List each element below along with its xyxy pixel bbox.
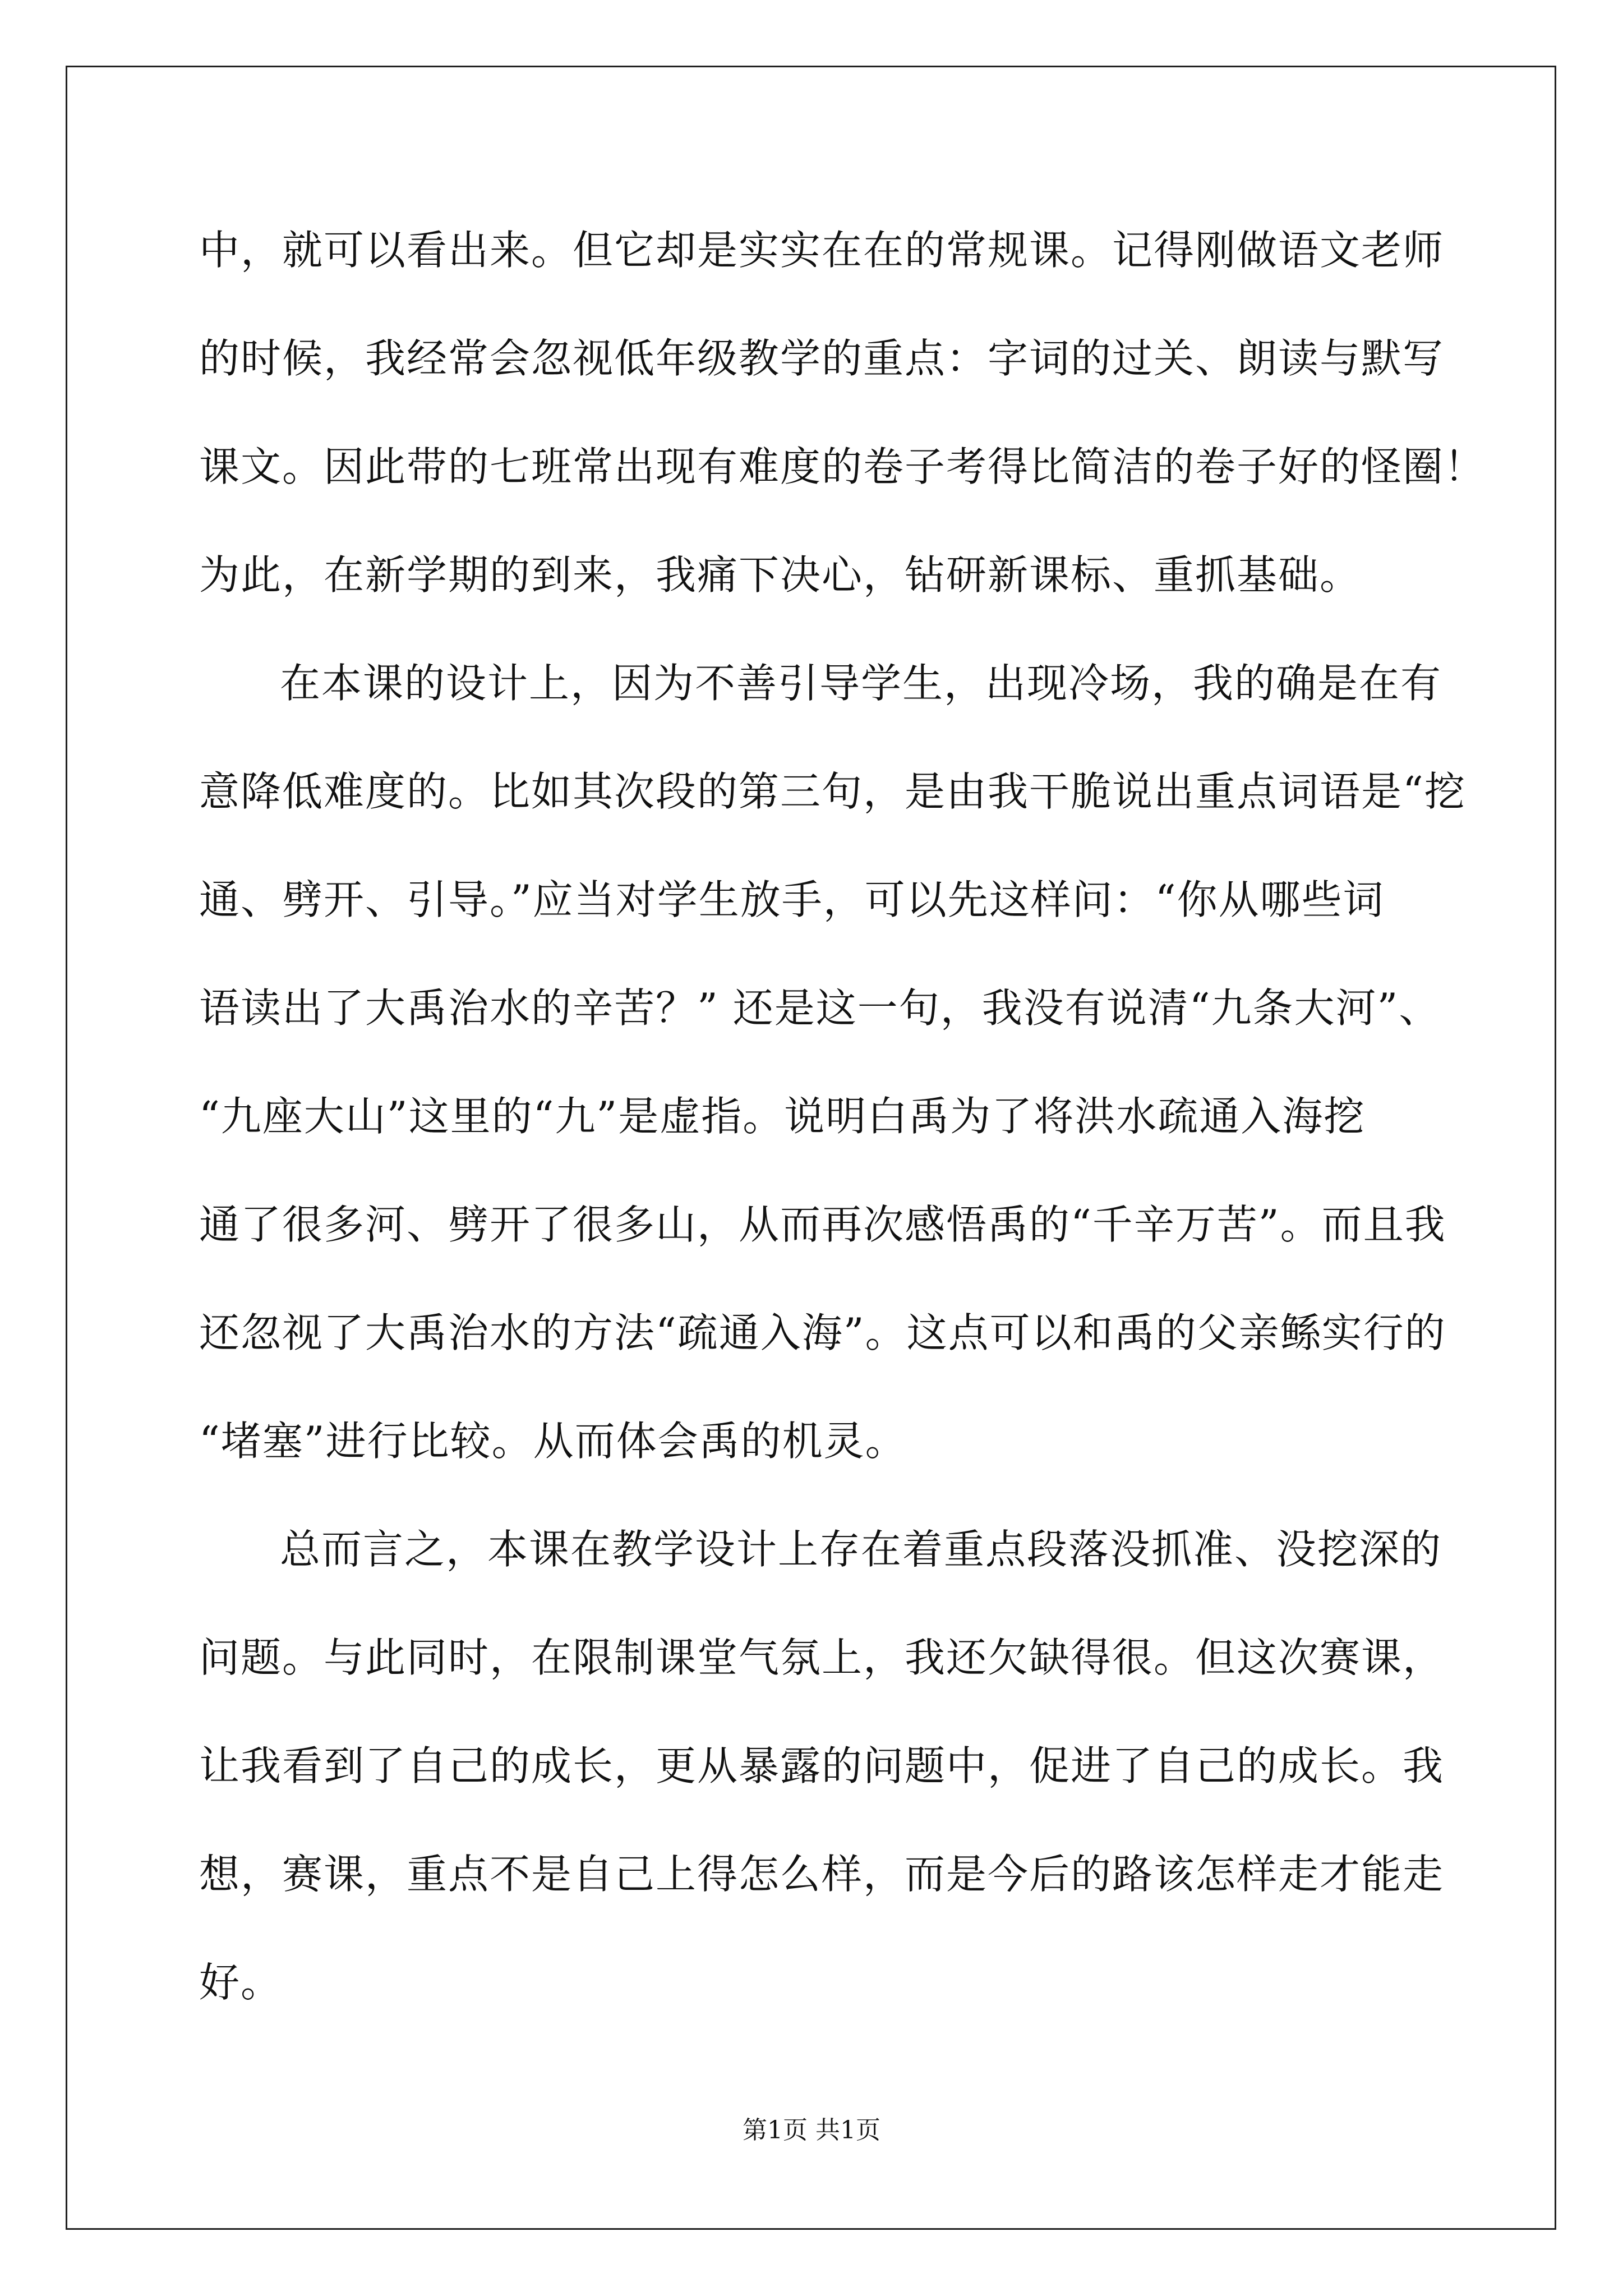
text-line: 的时候，我经常会忽视低年级教学的重点：字词的过关、朗读与默写 <box>199 335 1445 382</box>
text-line: 为此，在新学期的到来，我痛下决心，钻研新课标、重抓基础。 <box>199 551 1362 599</box>
text-line: 想，赛课，重点不是自己上得怎么样，而是今后的路该怎样走才能走 <box>199 1851 1445 1898</box>
text-line: 语读出了大禹治水的辛苦？” 还是这一句，我没有说清“九条大河”、 <box>199 984 1441 1032</box>
text-line: 课文。因此带的七班常出现有难度的卷子考得比简洁的卷子好的怪圈！ <box>199 443 1486 490</box>
text-line: 意降低难度的。比如其次段的第三句，是由我干脆说出重点词语是“挖 <box>199 768 1466 815</box>
document-body <box>199 196 1486 2037</box>
text-line: 中，就可以看出来。但它却是实实在在的常规课。记得刚做语文老师 <box>199 227 1445 274</box>
text-line: “九座大山”这里的“九”是虚指。说明白禹为了将洪水疏通入海挖 <box>199 1093 1366 1140</box>
text-line: 好。 <box>199 1959 283 2006</box>
text-line: 通了很多河、劈开了很多山，从而再次感悟禹的“千辛万苦”。而且我 <box>199 1201 1446 1248</box>
page-footer: 第1页 共1页 <box>743 2116 880 2145</box>
text-line: 总而言之，本课在教学设计上存在着重点段落没抓准、没挖深的 <box>280 1526 1442 1573</box>
text-line: 还忽视了大禹治水的方法“疏通入海”。这点可以和禹的父亲鲧实行的 <box>199 1309 1446 1356</box>
text-line: 通、劈开、引导。”应当对学生放手，可以先这样问：“你从哪些词 <box>199 876 1385 923</box>
text-line: 问题。与此同时，在限制课堂气氛上，我还欠缺得很。但这次赛课， <box>199 1634 1445 1681</box>
text-line: 让我看到了自己的成长，更从暴露的问题中，促进了自己的成长。我 <box>199 1742 1445 1789</box>
text-line: 在本课的设计上，因为不善引导学生，出现冷场，我的确是在有 <box>280 660 1442 707</box>
text-line: “堵塞”进行比较。从而体会禹的机灵。 <box>199 1418 907 1465</box>
